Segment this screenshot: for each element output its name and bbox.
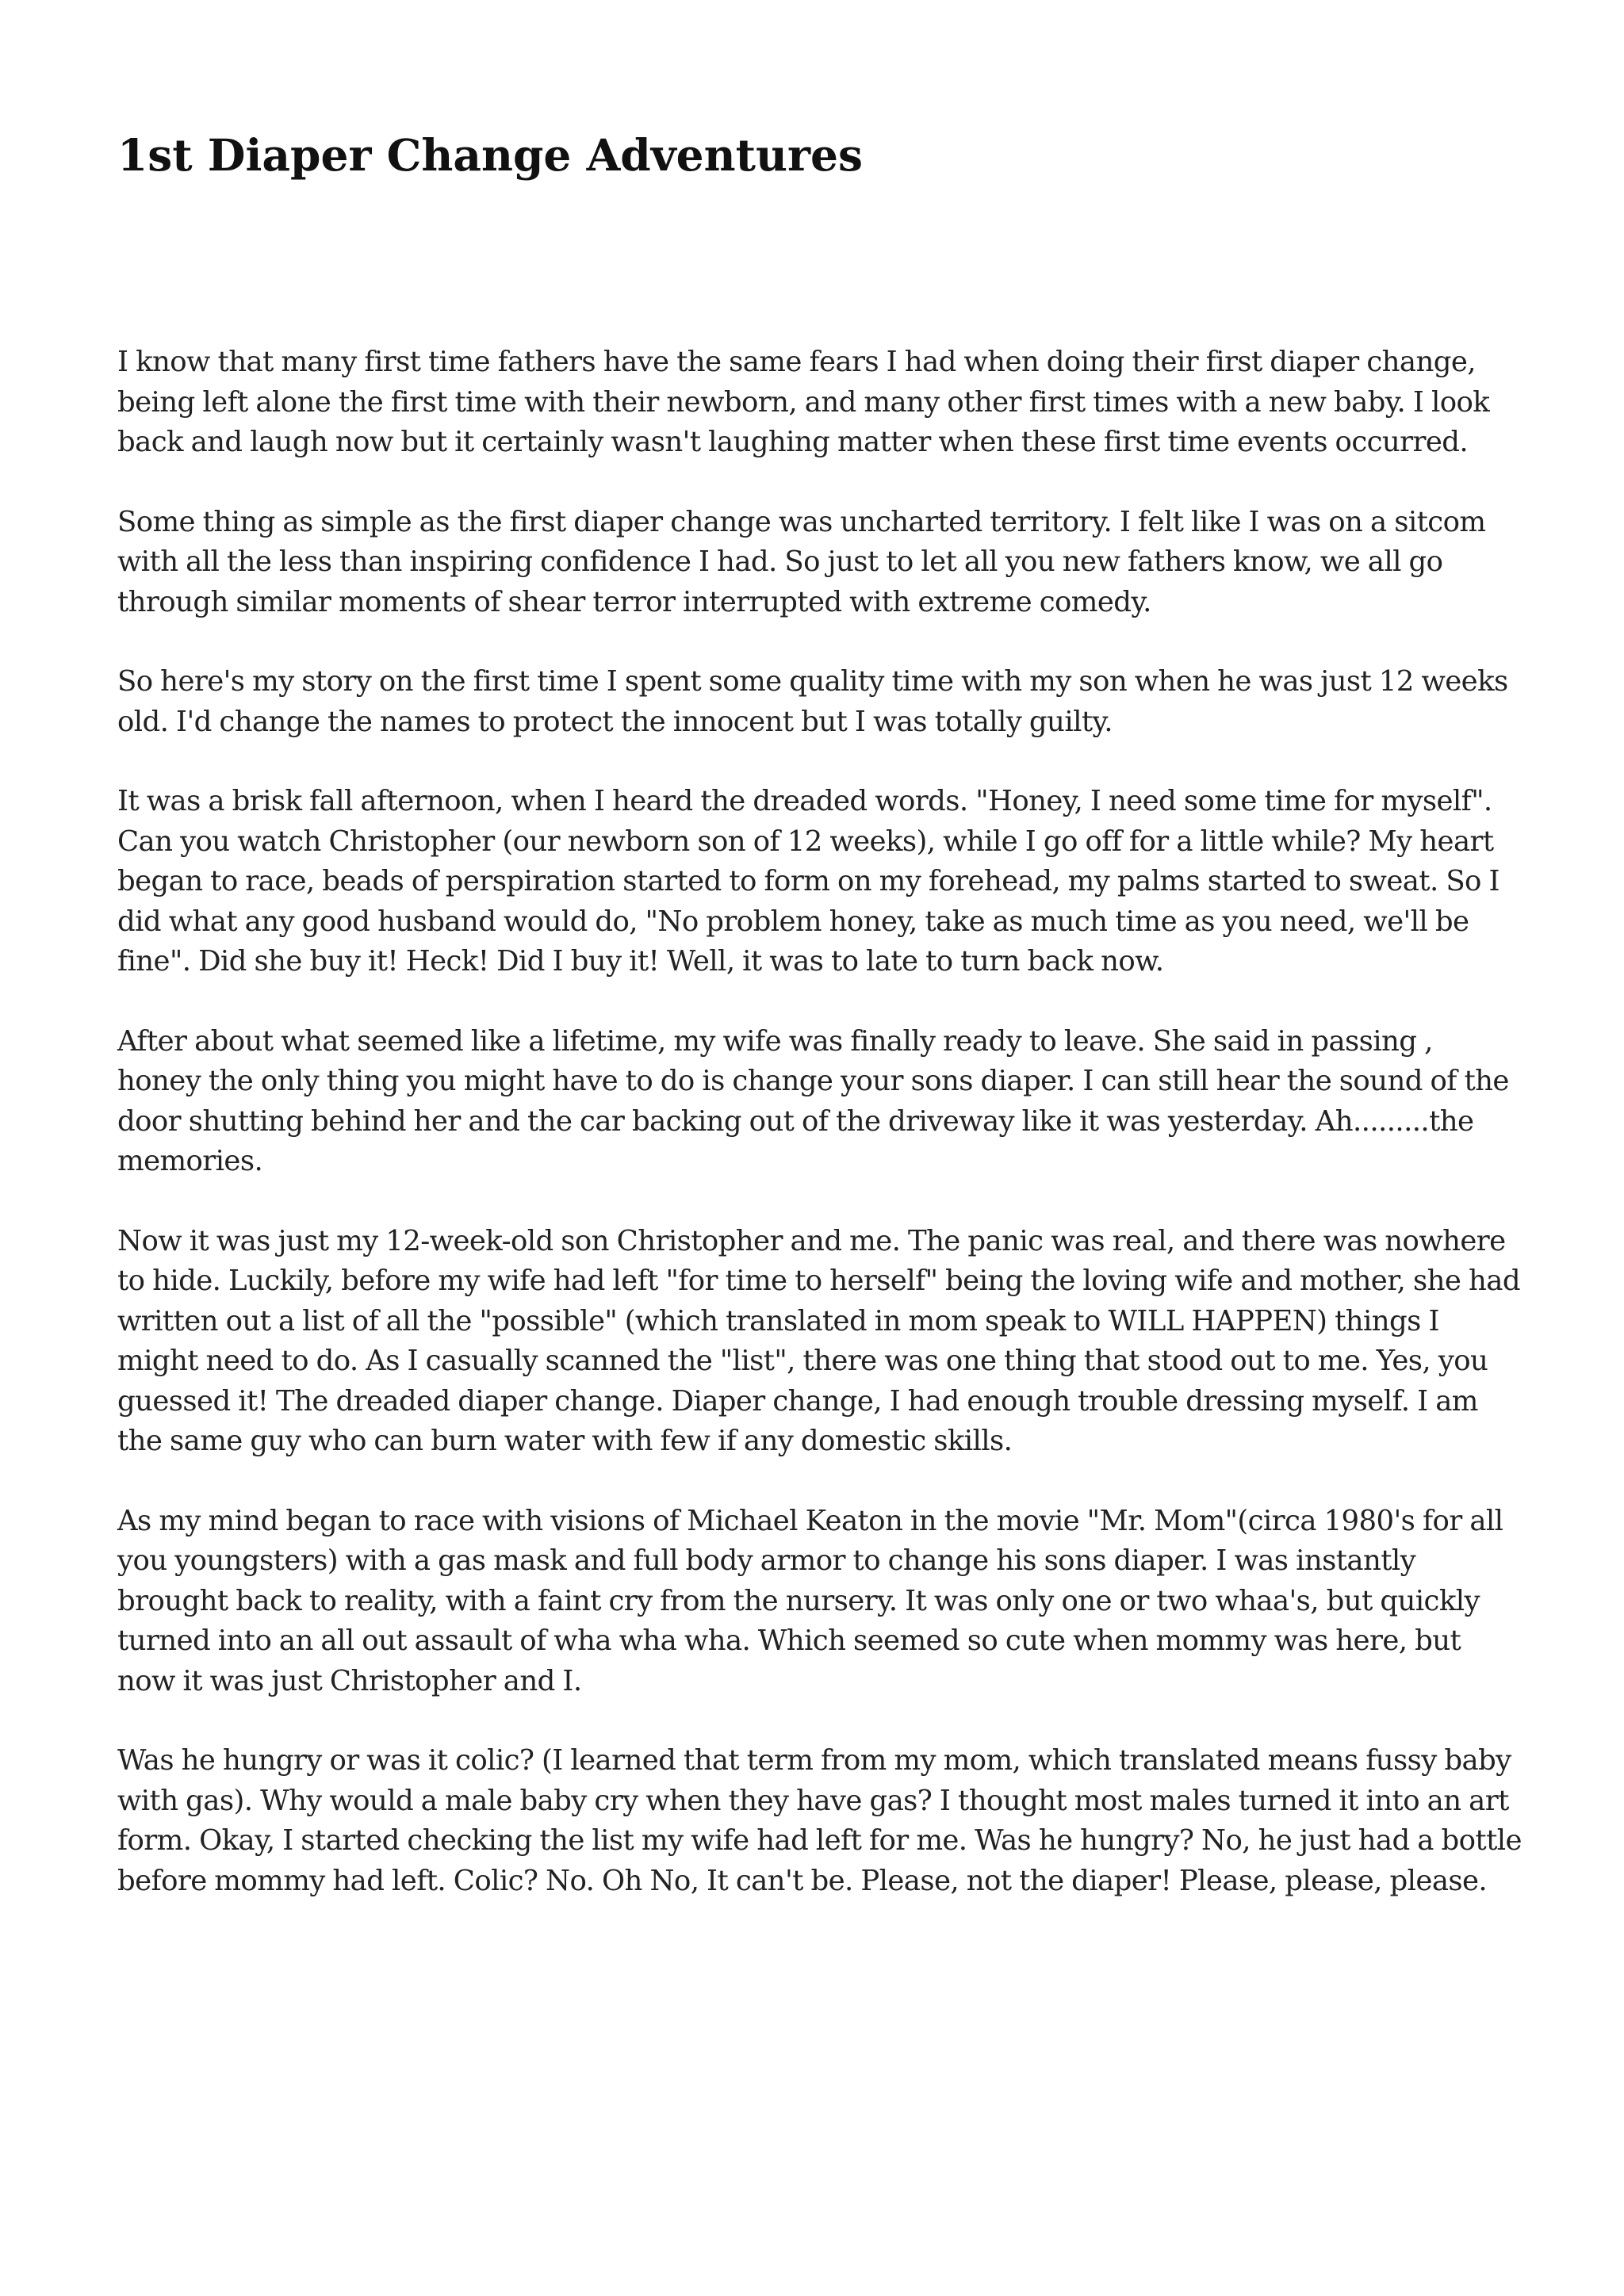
paragraph-7: As my mind began to race with visions of Michael Keaton in the movie "Mr. Mom"(circa 1980's for all you youngsters) with a gas mask and full body armor to change his sons diaper. I was instantly brought back to reality, with a faint cry from the nursery. It was only one or two whaa's, but quickly turned into an all out assault of wha wha wha. Which seemed so cute when mommy was here, but now it was just Christopher and I. — [117, 1504, 1503, 1697]
paragraph-2: Some thing as simple as the first diaper change was uncharted territory. I felt like I was on a sitcom with all the less than inspiring confidence I had. So just to let all you new fathers know, we all go through similar moments of shear terror interrupted with extreme comedy. — [117, 505, 1486, 618]
paragraph-1: I know that many first time fathers have the same fears I had when doing their first diaper change, being left alone the first time with their newborn, and many other first times with a new baby. I look back and laugh now but it certainly wasn't laughing matter when these first time events occurred. — [117, 346, 1490, 458]
paragraph-3: So here's my story on the first time I spent some quality time with my son when he was just 12 weeks old. I'd change the names to protect the innocent but I was totally guilty. — [117, 665, 1508, 738]
paragraph-4: It was a brisk fall afternoon, when I heard the dreaded words. "Honey, I need some time for myself". Can you watch Christopher (our newborn son of 12 weeks), while I go off for a little while? My heart began to race, beads of perspiration started to form on my forehead, my palms started to sweat. So I did what any good husband would do, "No problem honey, take as much time as you need, we'll be fine". Did she buy it! Heck! Did I buy it! Well, it was to late to turn back now. — [117, 785, 1500, 978]
article-body — [117, 342, 1522, 1941]
page-title: 1st Diaper Change Adventures — [117, 129, 863, 181]
paragraph-6: Now it was just my 12-week-old son Christopher and me. The panic was real, and there was nowhere to hide. Luckily, before my wife had left "for time to herself" being the loving wife and mother, she had written out a list of all the "possible" (which translated in mom speak to WILL HAPPEN) things I might need to do. As I casually scanned the "list", there was one thing that stood out to me. Yes, you guessed it! The dreaded diaper change. Diaper change, I had enough trouble dressing myself. I am the same guy who can burn water with few if any domestic skills. — [117, 1224, 1520, 1457]
paragraph-8: Was he hungry or was it colic? (I learned that term from my mom, which translated means fussy baby with gas). Why would a male baby cry when they have gas? I thought most males turned it into an art form. Okay, I started checking the list my wife had left for me. Was he hungry? No, he just had a bottle before mommy had left. Colic? No. Oh No, It can't be. Please, not the diaper! Please, please, please. — [117, 1744, 1522, 1897]
paragraph-5: After about what seemed like a lifetime, my wife was finally ready to leave. She said in passing , honey the only thing you might have to do is change your sons diaper. I can still hear the sound of the door shutting behind her and the car backing out of the driveway like it was yesterday. Ah.........the memories. — [117, 1024, 1509, 1177]
